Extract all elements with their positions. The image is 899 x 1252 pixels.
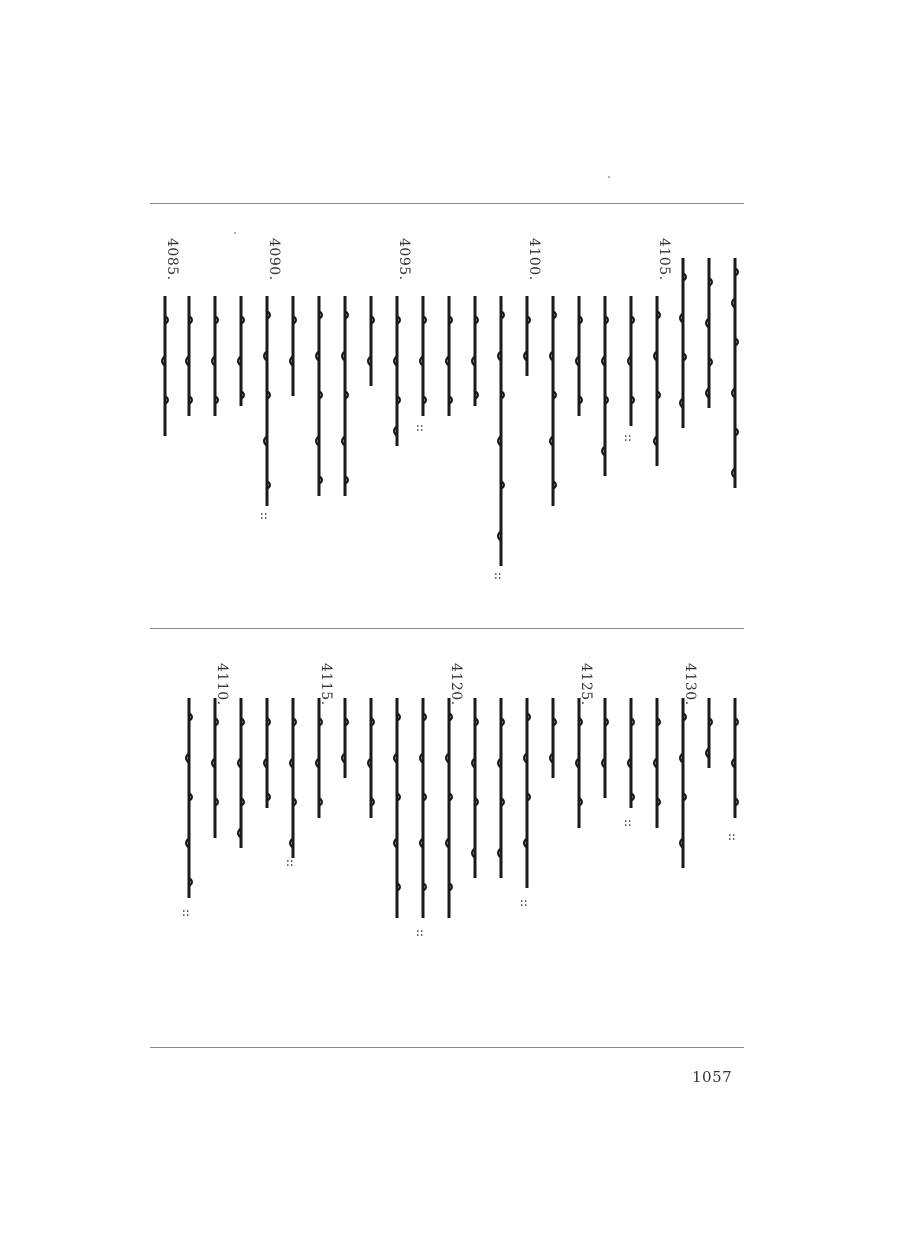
verse-column <box>590 238 620 598</box>
mongolian-script-line <box>182 698 196 898</box>
entry-number: 4090. <box>266 238 282 281</box>
verse-column <box>668 238 698 598</box>
verse-column <box>434 238 464 598</box>
verse-column <box>668 663 698 988</box>
verse-column <box>460 663 490 988</box>
mongolian-script-line <box>158 296 172 436</box>
verse-end-mark: :: <box>622 819 636 828</box>
entry-number: 4105. <box>656 238 672 281</box>
mongolian-script-line <box>338 698 352 778</box>
verse-column <box>616 663 646 988</box>
mongolian-script-line <box>520 296 534 376</box>
verse-column <box>720 663 750 988</box>
mongolian-script-line <box>208 698 222 838</box>
mongolian-script-line <box>728 258 742 488</box>
mongolian-script-line <box>546 698 560 778</box>
entry-number: 4130. <box>682 663 698 706</box>
mongolian-script-line <box>468 698 482 878</box>
print-speck <box>608 176 610 178</box>
mongolian-script-line <box>598 698 612 798</box>
verse-column <box>174 663 204 988</box>
mongolian-script-line <box>442 698 456 918</box>
verse-column <box>304 238 334 598</box>
page-number: 1057 <box>692 1068 733 1086</box>
verse-column <box>434 663 464 988</box>
verse-column <box>408 663 438 988</box>
mongolian-script-line <box>572 296 586 416</box>
verse-column <box>150 238 180 598</box>
verse-column <box>278 238 308 598</box>
mongolian-script-line <box>338 296 352 496</box>
entry-number: 4095. <box>396 238 412 281</box>
verse-column <box>356 238 386 598</box>
mongolian-script-line <box>182 296 196 416</box>
mongolian-script-line <box>676 258 690 428</box>
verse-column <box>408 238 438 598</box>
mongolian-script-line <box>364 698 378 818</box>
mongolian-script-line <box>494 296 508 566</box>
mongolian-script-line <box>364 296 378 386</box>
verse-end-mark: :: <box>622 434 636 443</box>
verse-end-mark: :: <box>414 424 428 433</box>
verse-column <box>382 238 412 598</box>
verse-end-mark: :: <box>180 909 194 918</box>
verse-column <box>694 238 724 598</box>
mongolian-script-line <box>260 296 274 506</box>
mongolian-script-line <box>312 296 326 496</box>
verse-column <box>330 663 360 988</box>
verse-column <box>200 238 230 598</box>
mongolian-script-line <box>702 258 716 408</box>
verse-end-mark: :: <box>492 572 506 581</box>
mongolian-script-line <box>676 698 690 868</box>
verse-column <box>226 238 256 598</box>
mongolian-script-line <box>650 296 664 466</box>
verse-end-mark: :: <box>518 899 532 908</box>
verse-end-mark: :: <box>726 833 740 842</box>
mongolian-script-line <box>624 296 638 426</box>
verse-column <box>200 663 230 988</box>
verse-column <box>694 663 724 988</box>
mongolian-script-line <box>494 698 508 878</box>
mongolian-script-line <box>416 698 430 918</box>
verse-column <box>382 663 412 988</box>
verse-column <box>538 238 568 598</box>
verse-block-top <box>150 238 744 598</box>
mongolian-script-line <box>260 698 274 808</box>
entry-number: 4100. <box>526 238 542 281</box>
verse-column <box>512 238 542 598</box>
verse-column <box>512 663 542 988</box>
verse-end-mark: :: <box>284 859 298 868</box>
mongolian-script-line <box>416 296 430 416</box>
mongolian-script-line <box>468 296 482 406</box>
mongolian-script-line <box>728 698 742 818</box>
verse-column <box>330 238 360 598</box>
verse-end-mark: :: <box>258 512 272 521</box>
mongolian-script-line <box>702 698 716 768</box>
verse-end-mark: :: <box>414 929 428 938</box>
mongolian-script-line <box>624 698 638 808</box>
mongolian-script-line <box>312 698 326 818</box>
mongolian-script-line <box>598 296 612 476</box>
verse-column <box>356 663 386 988</box>
print-speck <box>234 232 236 234</box>
bottom-rule <box>150 1047 744 1048</box>
mongolian-script-line <box>234 698 248 848</box>
entry-number: 4110. <box>214 663 230 706</box>
mongolian-script-line <box>546 296 560 506</box>
verse-column <box>538 663 568 988</box>
verse-column <box>252 663 282 988</box>
verse-column <box>252 238 282 598</box>
verse-column <box>616 238 646 598</box>
mongolian-script-line <box>650 698 664 828</box>
verse-column <box>642 238 672 598</box>
mongolian-script-line <box>520 698 534 888</box>
verse-column <box>226 663 256 988</box>
mongolian-script-line <box>234 296 248 406</box>
verse-column <box>590 663 620 988</box>
mongolian-script-line <box>208 296 222 416</box>
entry-number: 4120. <box>448 663 464 706</box>
verse-column <box>304 663 334 988</box>
verse-column <box>564 238 594 598</box>
verse-column <box>642 663 672 988</box>
entry-number: 4115. <box>318 663 334 706</box>
entry-number: 4125. <box>578 663 594 706</box>
verse-column <box>720 238 750 598</box>
top-rule <box>150 203 744 204</box>
middle-rule <box>150 628 744 629</box>
verse-column <box>564 663 594 988</box>
mongolian-script-line <box>442 296 456 416</box>
entry-number: 4085. <box>164 238 180 281</box>
verse-column <box>460 238 490 598</box>
verse-block-bottom <box>150 663 744 988</box>
verse-column <box>278 663 308 988</box>
mongolian-script-line <box>572 698 586 828</box>
mongolian-script-line <box>286 698 300 858</box>
verse-column <box>486 238 516 598</box>
mongolian-script-line <box>286 296 300 396</box>
verse-column <box>486 663 516 988</box>
mongolian-script-line <box>390 698 404 918</box>
mongolian-script-line <box>390 296 404 446</box>
